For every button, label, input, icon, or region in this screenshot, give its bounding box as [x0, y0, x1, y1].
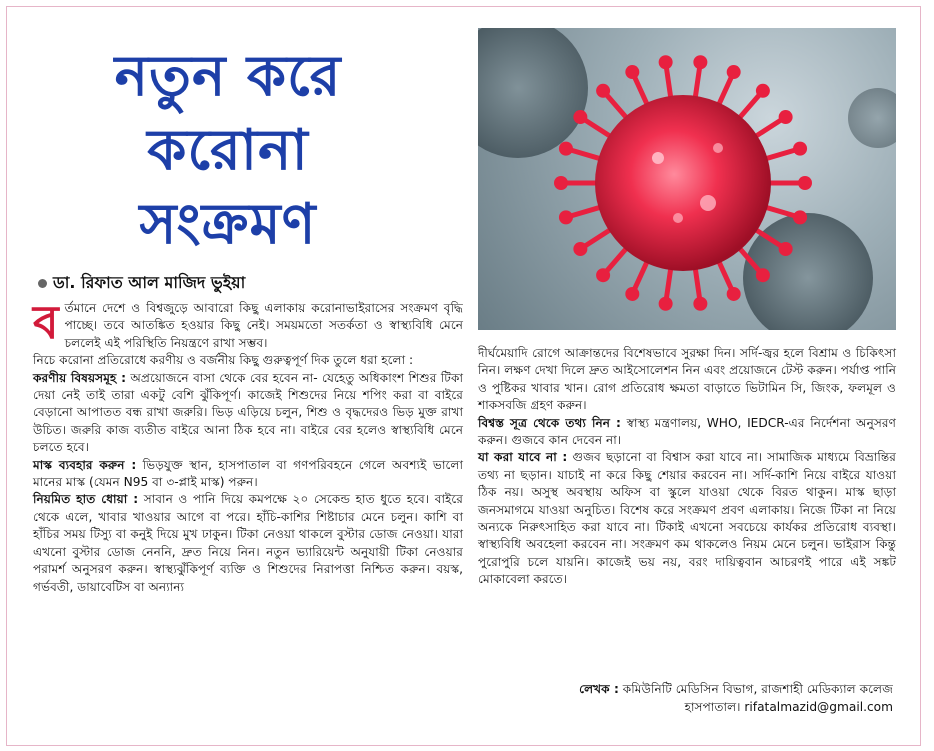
- intro-paragraph-2: নিচে করোনা প্রতিরোধে করণীয় ও বর্জনীয় কিছু গুরুত্বপূর্ণ দিক তুলে ধরা হলো :: [33, 353, 414, 368]
- section-text: ভিড়যুক্ত স্থান, হাসপাতাল বা গণপরিবহনে গেলে অবশ্যই ভালো মানের মাস্ক (যেমন N95 বা ৩-প্লাই মাস্ক) পরুন।: [33, 457, 464, 490]
- dropcap: ব: [33, 295, 59, 349]
- author-footer: [478, 680, 893, 716]
- footer-affiliation: কমিউনিটি মেডিসিন বিভাগ, রাজশাহী মেডিক্যাল কলেজ: [618, 682, 893, 696]
- headline-line-1: নতুন করে: [114, 44, 342, 109]
- byline: [38, 270, 245, 297]
- section-paragraph: [33, 457, 463, 492]
- left-column: [33, 295, 464, 596]
- section-heading: যা করা যাবে না :: [478, 450, 568, 465]
- footer-affiliation-cont: হাসপাতাল।: [684, 700, 741, 714]
- right-paragraph-1: দীর্ঘমেয়াদি রোগে আক্রান্তদের বিশেষভাবে সুরক্ষা দিন। সর্দি-জ্বর হলে বিশ্রাম ও চিকিৎসা নিন। লক্ষণ দেখা দিলে দ্রুত আইসোলেশন নিন এবং প্রয়োজনে টেস্ট করুন। পর্যাপ্ত পানি ও পুষ্টিকর খাবার খান। রোগ প্রতিরোধ ক্ষমতা বাড়াতে ভিটামিন সি, জিংক, ফলমূল ও শাকসবজি গ্রহণ করুন।: [478, 346, 897, 413]
- section-paragraph: [33, 370, 463, 457]
- section-paragraph: [478, 415, 896, 450]
- section-heading: করণীয় বিষয়সমূহ :: [33, 370, 126, 385]
- footer-line-1: [478, 680, 893, 698]
- section-paragraph: [33, 491, 463, 595]
- author-name: ডা. রিফাত আল মাজিদ ভুইয়া: [53, 273, 246, 292]
- section-text: অপ্রয়োজনে বাসা থেকে বের হবেন না- যেহেতু অধিকাংশ শিশুর টিকা দেয়া নেই তাই তারা একটু বেশি ঝুঁকিপূর্ণ। কাজেই শিশুদের নিয়ে শপিং করা বা বাইরে বেড়ানো আপাতত বন্ধ রাখা জরুরি। ভিড় এড়িয়ে চলুন, শিশু ও বৃদ্ধদেরও ভিড় মুক্ত রাখা উচিত। জরুরি কাজ ব্যতীত বাইরে আনা ঠিক হবে না। বাইরে বের হলেও স্বাস্থ্যবিধি মেনে চলতে হবে।: [33, 370, 464, 455]
- section-heading: নিয়মিত হাত ধোয়া :: [33, 492, 139, 507]
- section-text: গুজব ছড়ানো বা বিশ্বাস করা যাবে না। সামাজিক মাধ্যমে বিভ্রান্তির তথ্য না ছড়ান। যাচাই না করে কিছু শেয়ার করবেন না। সর্দি-কাশি নিয়ে বাইরে যাওয়া ঠিক নয়। অসুস্থ অবস্থায় অফিস বা স্কুলে যাওয়া থেকে বিরত থাকুন। মাস্ক ছাড়া জনসমাগমে যাওয়া অনুচিত। বিশেষ করে সংক্রমণ প্রবণ এলাকায়। নিজে টিকা না নিয়ে অন্যকে নিরুৎসাহিত করা যাবে না। টিকাই এখনো সবচেয়ে কার্যকর প্রতিরোধ ব্যবস্থা। স্বাস্থ্যবিধি অবহেলা করবেন না। সংক্রমণ কম থাকলেও নিয়ম মেনে চলুন। ভাইরাস কিন্তু পুরোপুরি চলে যায়নি। কাজেই ভয় নয়, বরং দায়িত্ববান আচরণই পারে এই সঙ্কট মোকাবেলা করতে।: [478, 450, 896, 587]
- author-email: rifatalmazid@gmail.com: [740, 700, 893, 714]
- section-text: স্বাস্থ্য মন্ত্রণালয়, WHO, IEDCR-এর নির্দেশনা অনুসরণ করুন। গুজবে কান দেবেন না।: [478, 415, 896, 448]
- section-text: সাবান ও পানি দিয়ে কমপক্ষে ২০ সেকেন্ড হাত ধুতে হবে। বাইরে থেকে এলে, খাবার খাওয়ার আগে বা পরে। হাঁচি-কাশির শিষ্টাচার মেনে চলুন। কাশি বা হাঁচির সময় টিস্যু বা কনুই দিয়ে মুখ ঢাকুন। টিকা নেওয়া থাকলে বুস্টার ডোজ নেওয়া। যারা এখনো বুস্টার ডোজ নেননি, দ্রুত নিয়ে নিন। নতুন ভ্যারিয়েন্ট অনুযায়ী টিকা নেওয়ার পরামর্শ অনুসরণ করুন। স্বাস্থ্যঝুঁকিপূর্ণ ব্যক্তি ও শিশুদের নিরাপত্তা নিশ্চিত করুন। বয়স্ক, গর্ভবতী, ডায়াবেটিস বা অন্যান্য: [33, 492, 463, 594]
- intro-text: র্তমানে দেশে ও বিশ্বজুড়ে আবারো কিছু এলাকায় করোনাভাইরাসের সংক্রমণ বৃদ্ধি পাচ্ছে। তবে আতঙ্কিত হওয়ার কিছু নেই। সময়মতো সতর্কতা ও স্বাস্থ্যবিধি মেনে চললেই এই পরিস্থিতি নিয়ন্ত্রণে রাখা সম্ভব।: [64, 301, 463, 350]
- section-paragraph: [478, 449, 896, 588]
- section-heading: বিশ্বস্ত সূত্র থেকে তথ্য নিন :: [478, 415, 621, 430]
- headline: [28, 40, 428, 262]
- right-column: [478, 345, 896, 589]
- section-heading: মাস্ক ব্যবহার করুন :: [33, 457, 137, 472]
- headline-line-2: করোনা: [147, 118, 309, 183]
- footer-label: লেখক :: [579, 682, 619, 696]
- intro-paragraph: [33, 295, 463, 352]
- headline-line-3: সংক্রমণ: [139, 192, 317, 257]
- virus-icon: [478, 28, 896, 330]
- virus-illustration: [478, 28, 896, 330]
- footer-line-2: [478, 698, 893, 716]
- bullet-icon: [38, 279, 47, 288]
